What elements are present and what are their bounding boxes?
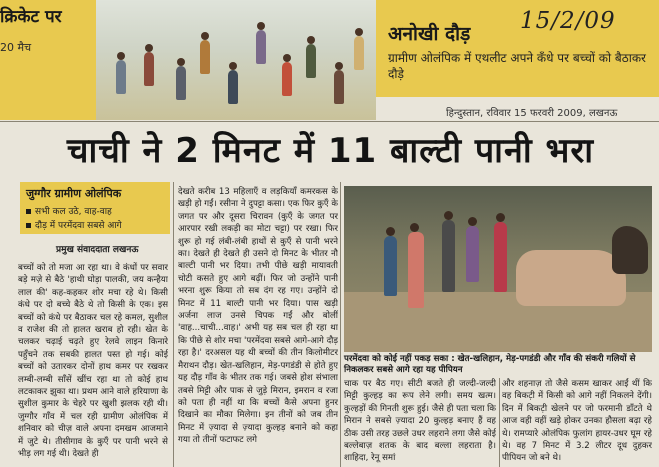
bullet-icon xyxy=(26,209,31,214)
teaser-kicker: ग्रामीण ओलंपिक में एथलीट अपने कँधे पर बच्चों को बैठाकर दौड़े xyxy=(388,51,646,81)
column-divider xyxy=(340,182,341,467)
column-divider xyxy=(173,182,174,467)
article-column-3: चाक पर बैठ गए। सीटी बजते ही जल्दी-जल्दी मिट्टी कुल्हड़ का रूप लेने लगी। समय खत्म। कुल्हड़ों की गिनती शुरू हुई। जैसे ही पता चला कि मिरान ने सबसे ज़्यादा 20 कुल्हड़ बनाए हैं वह ठीक उसी तरह उछले उधर लहराने लगा जैसे कोई बल्लेबाज़ शतक के बाद बल्ला लहराता है। शाहिदा, रेनू समां xyxy=(344,379,496,464)
villager-figure xyxy=(466,226,479,282)
runner-figure xyxy=(306,44,316,78)
teaser-title: अनोखी दौड़ xyxy=(388,23,471,45)
handwritten-date: 15/2/09 xyxy=(520,8,616,34)
story-teaser-box xyxy=(376,0,659,97)
runner-figure xyxy=(176,66,186,100)
top-divider xyxy=(0,121,659,122)
villager-figure xyxy=(442,220,455,292)
article-column-4: और शहनाज़ तो जैसे कसम खाकर आईं थीं कि वह बिकट़ी में किसी को आगे नहीं निकलने देंगी। दिन में बिकट़ी खेलने पर जो फरमानी डाँटते थे आज वही वहीं खड़े होकर उनका हौसला बढ़ा रहे थे। रामप्यारे ओलंपिक फुलांग हायर-उधर घूम रहे थे। वह 7 मिनट में 3.2 लीटर दूध दुहकर पीपियन जो बने थे। xyxy=(502,379,652,464)
photo-caption: परमेंदवा को कोई नहीं पकड़ सका : खेत-खलिहान, मेड़-पगडंडी और गाँव की संकरी गलियों से निकलकर सबसे आगे रहा यह पीपियन xyxy=(344,354,636,375)
runner-figure xyxy=(200,40,210,74)
cow-figure xyxy=(516,250,626,306)
byline: प्रमुख संवाददाता लखनऊ xyxy=(56,245,139,255)
villager-figure xyxy=(384,236,397,296)
highlight-bullet xyxy=(26,218,122,231)
runner-figure xyxy=(354,36,364,70)
bullet-text: दौड़ में परमेंदवा सबसे आगे xyxy=(35,221,122,231)
article-column-1: बच्चों को तो मजा आ रहा था। वे कंधों पर सवार बड़े मज़े से बैठे 'हाथी घोड़ा पालकी, जय कन्हैया लाल की' कह-कहकर शोर मचा रहे थे। किसी कंधे पर दो बच्चे बैठे थे तो किसी के एक। इस बच्चों को कंधे पर बैठाकर चल रहे कमल, सुशील व राजेश की तो हालत खराब हो रही। खेत के चलकर चढ़ाई चढ़ते हुए रेलवे लाइन किनारे पहुँचने तक सबकी हालत पस्त हो गई। कोई बच्चों को उतारकर दोनों हाथ कमर पर रखकर लम्बी-लम्बी साँसें खींच रहा था तो कोई हाथ लटकाकर झुका था। प्रथम आने वाले हरियाणा के सुशील कुमार के चेहरे पर खुशी झलक रही थी। जुग्गौर गाँव में चल रही ग्रामीण ओलंपिक में शनिवार को चीज़ वाले अपना दमखम आजमाने में जुटे थे। तीसीगाव के कुएँ पर पानी भरने से भीड़ लग गई थी। देखते ही xyxy=(18,263,168,460)
runner-figure xyxy=(144,52,154,86)
villager-figure xyxy=(494,222,507,292)
runner-figure xyxy=(256,30,266,64)
source-line: हिन्दुस्तान, रविवार 15 फरवरी 2009, लखनऊ xyxy=(446,108,618,119)
runner-figure xyxy=(282,62,292,96)
buffalo-figure xyxy=(612,226,648,274)
main-photo xyxy=(344,186,652,352)
runner-figure xyxy=(334,70,344,104)
teaser-sub: 20 मैच xyxy=(0,41,32,54)
teaser-heading: क्रिकेट पर xyxy=(0,7,62,27)
runner-figure xyxy=(228,70,238,104)
highlight-bullet xyxy=(26,204,112,217)
highlight-title: जुग्गौर ग्रामीण ओलंपिक xyxy=(26,187,122,200)
main-headline: चाची ने 2 मिनट में 11 बाल्टी पानी भरा xyxy=(66,131,595,171)
column-divider xyxy=(499,378,500,467)
top-photo xyxy=(96,0,376,120)
bullet-text: सभी कल उठे, वाह-वाह xyxy=(35,207,112,217)
running-boy-figure xyxy=(408,232,424,308)
article-column-2: देखते करीब 13 महिलाएँ व लड़कियाँ कमरकस के खड़ी हो गईं। रसीना ने दुपट्टा कसा। एक फिर कुएँ के जगत पर और दूसरा चिरावन (कुएँ के जगत पर आरपार रखी लकड़ी का मोटा चट्टा) पर रखा। फिर शुरू हो गई लंबी-लंबी हाथों से कुएँ से पानी भरने का। देखते ही देखते ही उसने दो मिनट के भीतर नौ बाल्टी पानी भर दिया। तभी पीछे खड़ी मायावती चोटी कसते हुए आगे बढ़ीं। फिर जो उन्होंने पानी भरना शुरू किया तो सब दंग रह गए। उन्होंने दो मिनट में 11 बाल्टी पानी भर दिया। पास खड़ी अर्जना लाज उनसे चिपक गईं और बोलीं 'वाह...चाची...वाह।' अभी यह सब चल ही रहा था कि पीछे से शोर मचा 'परमेंदवा सबसे आगे-आगे दौड़ रहा है।' दरअसल यह थी बच्चों की तीन किलोमीटर मैराथन दौड़। खेत-खलिहान, मेड़-पगडंडी से होते हुए यह दौड़ गाँव के भीतर तक गई। जबसे होश संभाला तबसे मिट्टी और पाक से जुड़े मिरान, इमरान व रजा को पता ही नहीं था कि बच्चों कैसे अपना हुनर दिखाने का मौका मिलेगा। इन तीनों को जब तीन मिनट में ज़्यादा से ज़्यादा कुल्हड़ बनाने को कहा गया तो तीनों फटाफट लगे xyxy=(178,187,338,446)
bullet-icon xyxy=(26,223,31,228)
runner-figure xyxy=(116,60,126,94)
